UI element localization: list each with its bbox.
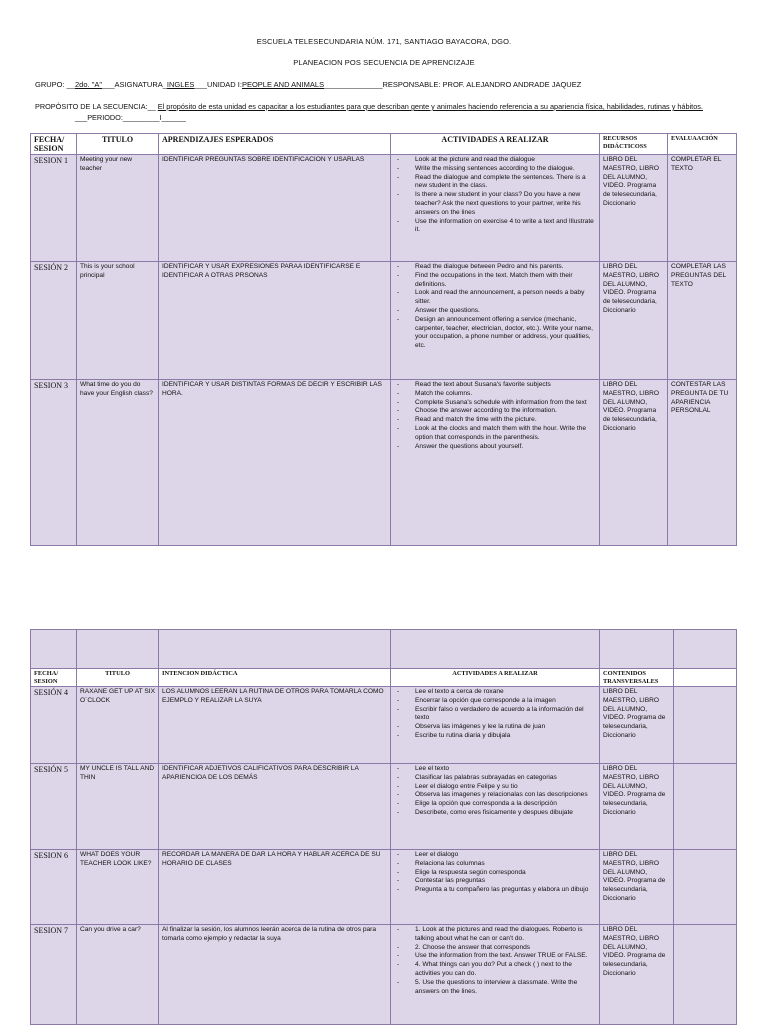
asignatura-value: INGLES: [166, 80, 195, 89]
intention-cell: RECORDAR LA MANERA DE DAR LA HORA Y HABLAR ACERCA DE SU HORARIO DE CLASES: [159, 850, 391, 925]
activity-item: - Elige la opción que corresponda a la descripción: [394, 800, 596, 809]
activities-cell: [391, 850, 600, 925]
activity-item: - Find the occupations in the text. Match them with their definitions.: [394, 272, 596, 290]
resources-cell: LIBRO DEL MAESTRO, LIBRO DEL ALUMNO, VIDEO. Programa de telesecundaria, Diccionario: [600, 925, 674, 1025]
empty-row: [31, 630, 737, 669]
session-id: SESIÓN 4: [31, 687, 77, 764]
col-header-session: FECHA/ SESION: [31, 134, 77, 155]
activity-item: - Read the dialogue and complete the sentences. There is a new student in the class.: [394, 174, 596, 192]
col-header-intention: INTENCION DIDÁCTICA: [159, 669, 391, 687]
document-title: PLANEACION POS SECUENCIA DE APRENCIZAJE: [293, 58, 475, 67]
intention-cell: IDENTIFICAR ADJETIVOS CALIFICATIVOS PARA DESCRIBIR LA APARIENCIOA DE LOS DEMÁS: [159, 764, 391, 850]
activity-item: - 5. Use the questions to interview a classmate. Write the answers on the lines.: [394, 979, 596, 997]
session-id: SESION 3: [31, 380, 77, 546]
activities-cell: [391, 925, 600, 1025]
table-header-row: [31, 669, 737, 687]
resources-cell: LIBRO DEL MAESTRO, LIBRO DEL ALUMNO, VIDEO. Programa de telesecundaria, Diccionario: [600, 380, 668, 546]
activities-cell: [391, 687, 600, 764]
learning-outcome: IDENTIFICAR Y USAR DISTINTAS FORMAS DE DECIR Y ESCRIBIR LAS HORA.: [159, 380, 391, 546]
activities-cell: [391, 380, 600, 546]
col-header-blank: [674, 669, 737, 687]
activity-item: - Clasificar las palabras subrayadas en categorias: [394, 774, 596, 783]
activity-item: - Leer el dialogo entre Felipe y su tio: [394, 783, 596, 792]
session-plan-table-2: [30, 629, 737, 1025]
blank-cell: [674, 764, 737, 850]
activity-item: - Relaciona las columnas: [394, 860, 596, 869]
col-header-title: TITULO: [77, 134, 159, 155]
resources-cell: LIBRO DEL MAESTRO, LIBRO DEL ALUMNO, VIDEO. Programa de telesecundaria, Diccionario: [600, 687, 674, 764]
learning-outcome: IDENTIFICAR PREGUNTAS SOBRE IDENTIFICACION Y USARLAS: [159, 155, 391, 262]
session-title: MY UNCLE IS TALL AND THIN: [77, 764, 159, 850]
session-id: SESION 1: [31, 155, 77, 262]
activities-cell: [391, 262, 600, 380]
session-plan-table-1: [30, 133, 737, 546]
resources-cell: LIBRO DEL MAESTRO, LIBRO DEL ALUMNO, VIDEO. Programa de telesecundaria, Diccionario: [600, 262, 668, 380]
period-value: I: [159, 113, 162, 122]
table-row: [31, 850, 737, 925]
activity-item: - Look at the picture and read the dialogue: [394, 156, 596, 165]
purpose-label: PROPÓSITO DE LA SECUENCIA:: [35, 102, 148, 111]
activity-item: - Answer the questions about yourself.: [394, 443, 596, 452]
activity-item: - Match the columns.: [394, 390, 596, 399]
table-row: [31, 925, 737, 1025]
session-id: SESIÓN 2: [31, 262, 77, 380]
col-header-learning: APRENDIZAJES ESPERADOS: [159, 134, 391, 155]
activity-item: - Choose the answer according to the information.: [394, 407, 596, 416]
session-title: WHAT DOES YOUR TEACHER LOOK LIKE?: [77, 850, 159, 925]
evaluation-cell: CONTESTAR LAS PREGUNTA DE TU APARIENCIA PERSONLAL: [668, 380, 737, 546]
activity-item: - Look and read the announcement, a person needs a baby sitter.: [394, 289, 596, 307]
grupo-value: 2do. "A": [75, 80, 103, 89]
grupo-label: GRUPO:: [35, 80, 67, 89]
activity-item: - Read and match the time with the picture.: [394, 416, 596, 425]
activity-item: - 4. What things can you do? Put a check ( ) next to the activities you can do.: [394, 961, 596, 979]
activity-item: - Observa las imágenes y lee la rutina de juan: [394, 723, 596, 732]
responsable: RESPONSABLE: PROF. ALEJANDRO ANDRADE JAQUEZ: [382, 80, 582, 89]
session-id: SESION 7: [31, 925, 77, 1025]
activity-item: - Pregunta a tu compañero las preguntas y elabora un dibujo: [394, 886, 596, 895]
session-id: SESIÓN 5: [31, 764, 77, 850]
intention-cell: LOS ALUMNOS LEERAN LA RUTINA DE OTROS PARA TOMARLA COMO EJEMPLO Y REALIZAR LA SUYA: [159, 687, 391, 764]
activities-cell: [391, 764, 600, 850]
activity-item: - Write the missing sentences according to the dialogue.: [394, 165, 596, 174]
col-header-activities: ACTIVIDADES A REALIZAR: [391, 669, 600, 687]
session-id: SESION 6: [31, 850, 77, 925]
purpose-block: PROPÓSITO DE LA SECUENCIA:__ El propósito de esta unidad es capacitar a los estudiantes para que describan gente y animales haciendo referencia a su apariencia física, habilidades, rutinas y hábitos. ___PERIODO:_________I______: [35, 102, 703, 122]
activity-item: - Observa las imagenes y relacionalas con las descripciones: [394, 791, 596, 800]
table-row: [31, 380, 737, 546]
activity-item: - Describete, como eres fisicamente y despues dibujate: [394, 809, 596, 818]
intention-cell: Al finalizar la sesión, los alumnos leerán acerca de la rutina de otros para tomarla como ejemplo y redactar la suya: [159, 925, 391, 1025]
purpose-text: El propósito de esta unidad es capacitar a los estudiantes para que describan gente y animales haciendo referencia a su apariencia física, habilidades, rutinas y hábitos.: [157, 102, 703, 111]
col-header-activities: ACTIVIDADES A REALIZAR: [391, 134, 600, 155]
activity-item: - Design an announcement offering a service (mechanic, carpenter, teacher, electrician, doctor, etc.). Write your name, your occupation, a phone number or address, your qualities, etc.: [394, 316, 596, 351]
unidad-label: UNIDAD I:: [206, 80, 242, 89]
col-header-session: FECHA/ SESION: [31, 669, 77, 687]
learning-outcome: IDENTIFICAR Y USAR EXPRESIONES PARAA IDENTIFICARSE E IDENTIFICAR A OTRAS PRSONAS: [159, 262, 391, 380]
activity-item: - Complete Susana's schedule with information from the text: [394, 399, 596, 408]
activity-item: - Use the information on exercise 4 to write a text and Illustrate it.: [394, 218, 596, 236]
resources-cell: LIBRO DEL MAESTRO, LIBRO DEL ALUMNO, VIDEO. Programa de telesecundaria, Diccionario: [600, 850, 674, 925]
blank-cell: [674, 850, 737, 925]
blank-cell: [674, 925, 737, 1025]
session-title: RAXANE GET UP AT SIX O´CLOCK: [77, 687, 159, 764]
activity-item: - Leer el dialogo: [394, 851, 596, 860]
unidad-value: PEOPLE AND ANIMALS: [241, 80, 325, 89]
asignatura-label: ASIGNATURA: [114, 80, 163, 89]
blank-cell: [674, 687, 737, 764]
activity-item: - Escribir falso o verdadero de acuerdo a la información del texto: [394, 706, 596, 724]
activity-item: - Read the text about Susana's favorite subjects: [394, 381, 596, 390]
resources-cell: LIBRO DEL MAESTRO, LIBRO DEL ALUMNO, VIDEO. Programa de telesecundaria, Diccionario: [600, 155, 668, 262]
activity-item: - Look at the clocks and match them with the hour. Write the option that corresponds in the parenthesis.: [394, 425, 596, 443]
col-header-title: TITULO: [77, 669, 159, 687]
session-title: Can you drive a car?: [77, 925, 159, 1025]
session-title: Meeting your new teacher: [77, 155, 159, 262]
evaluation-cell: COMPLETAR LAS PREGUNTAS DEL TEXTO: [668, 262, 737, 380]
activity-item: - Lee el texto: [394, 765, 596, 774]
activity-item: - Elige la respuesta según corresponda: [394, 869, 596, 878]
table-row: [31, 764, 737, 850]
activity-item: - Is there a new student in your class? Do you have a new teacher? Ask the next questions to your partner, write his answers on the lines: [394, 191, 596, 217]
period-label: PERIODO:: [87, 113, 123, 122]
col-header-evaluation: EVALUAACIÓN: [668, 134, 737, 155]
evaluation-cell: COMPLETAR EL TEXTO: [668, 155, 737, 262]
activity-item: - 2. Choose the answer that corresponds: [394, 944, 596, 953]
activity-item: - Lee el texto a cerca de roxane: [394, 688, 596, 697]
col-header-transversal: CONTENIDOS TRANSVERSALES: [600, 669, 674, 687]
col-header-resources: RECURSOS DIDÁCTICOSS: [600, 134, 668, 155]
activity-item: - Encerrar la opción que corresponde a la imagen: [394, 697, 596, 706]
activity-item: - Escribe tu rutina diaria y dibujala: [394, 732, 596, 741]
activity-item: - Use the information from the text. Answer TRUE or FALSE.: [394, 952, 596, 961]
activity-item: - Contestar las preguntas: [394, 877, 596, 886]
activity-item: - Read the dialogue between Pedro and his parents.: [394, 263, 596, 272]
activities-cell: [391, 155, 600, 262]
table-row: [31, 687, 737, 764]
activity-item: - 1. Look at the pictures and read the dialogues. Roberto is talking about what he can or can't do.: [394, 926, 596, 944]
session-title: This is your school principal: [77, 262, 159, 380]
group-line: GRUPO: __2do. "A"___ASIGNATURA_INGLES___UNIDAD I:PEOPLE AND ANIMALS______________RESPONSABLE: PROF. ALEJANDRO ANDRADE JAQUEZ: [35, 80, 582, 89]
activity-item: - Answer the questions.: [394, 307, 596, 316]
table-header-row: [31, 134, 737, 155]
table-row: [31, 262, 737, 380]
resources-cell: LIBRO DEL MAESTRO, LIBRO DEL ALUMNO, VIDEO. Programa de telesecundaria, Diccionario: [600, 764, 674, 850]
school-name: ESCUELA TELESECUNDARIA NÚM. 171, SANTIAGO BAYACORA, DGO.: [256, 37, 512, 46]
table-row: [31, 155, 737, 262]
session-title: What time do you do have your English class?: [77, 380, 159, 546]
